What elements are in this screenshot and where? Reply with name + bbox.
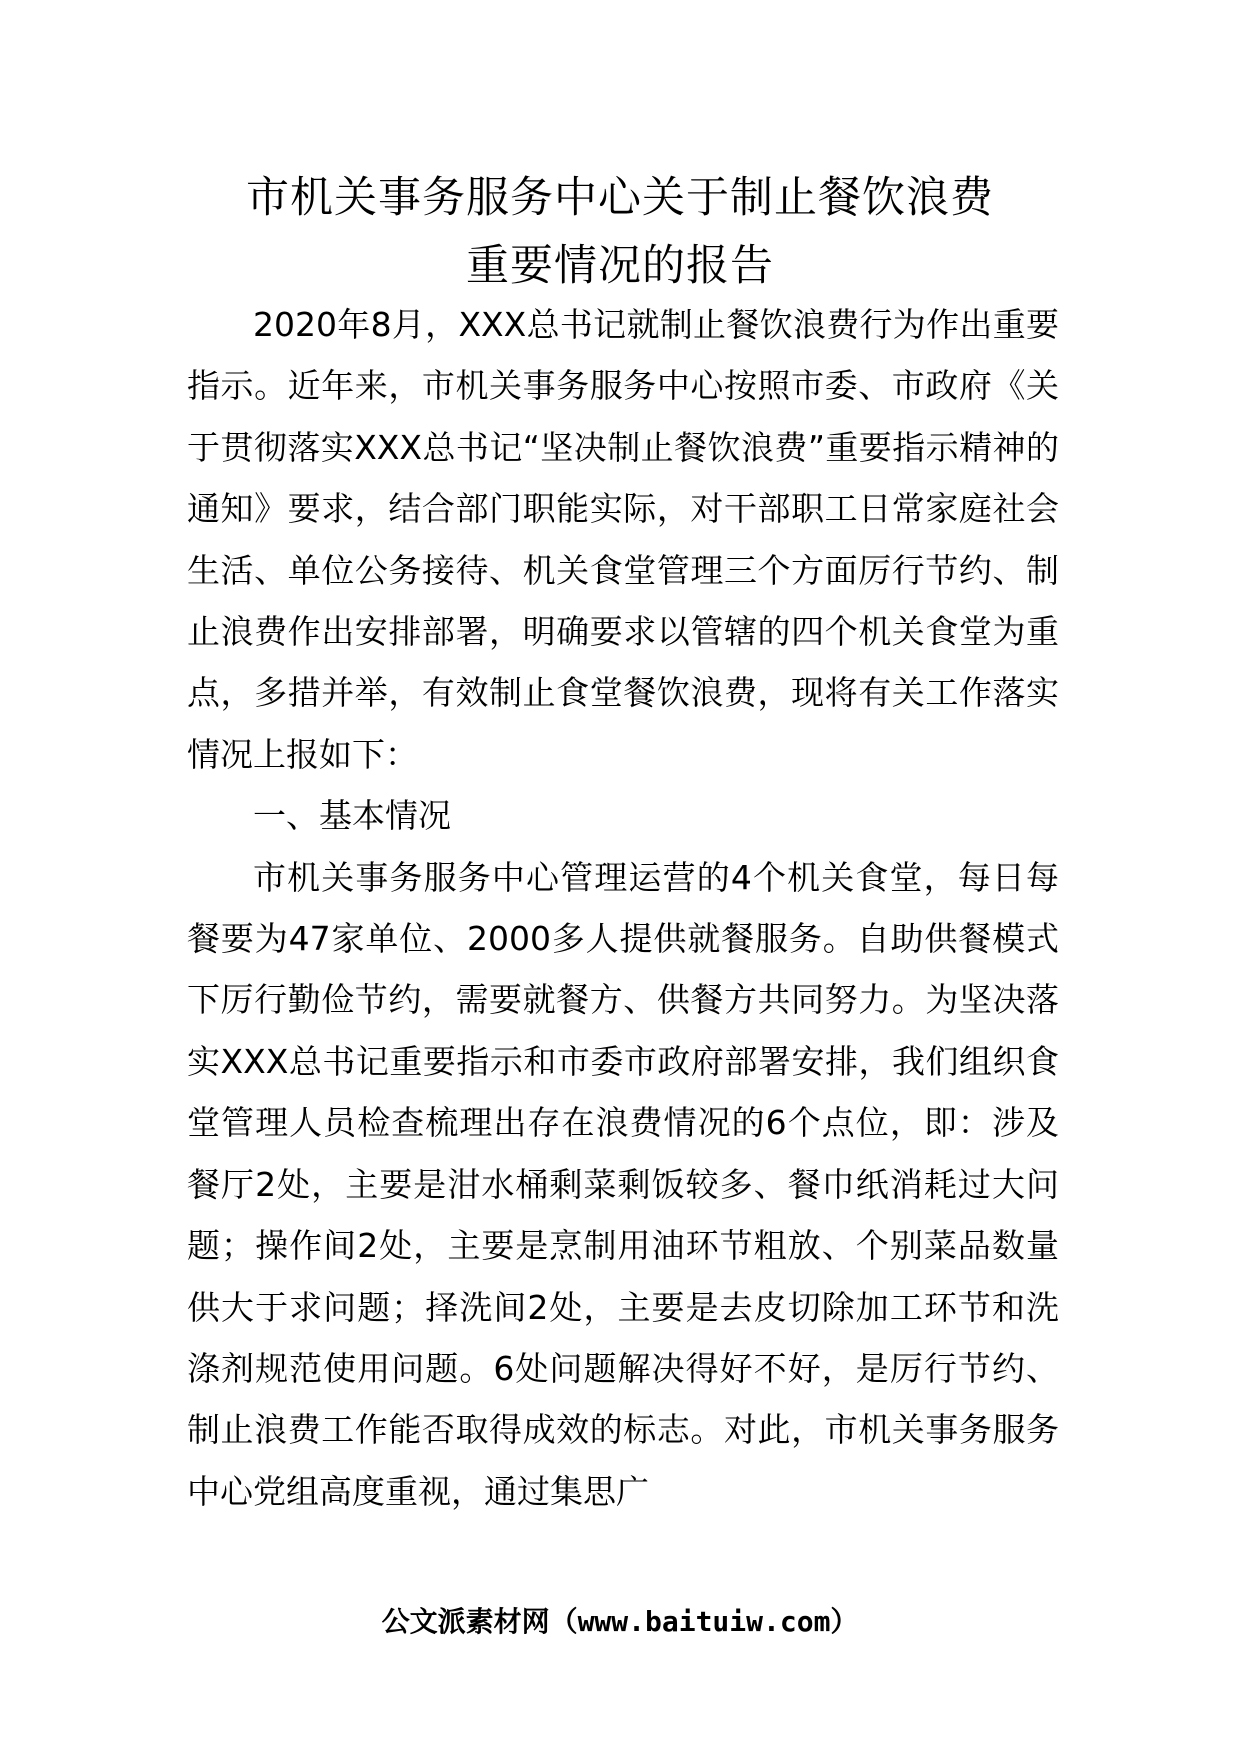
source-watermark-footer: 公文派素材网（www.baituiw.com） [381, 1605, 859, 1638]
basic-situation-paragraph: 市机关事务服务中心管理运营的4个机关食堂，每日每餐要为47家单位、2000多人提供就餐服务。自助供餐模式下厉行勤俭节约，需要就餐方、供餐方共同努力。为坚决落实XXX总书记重要指示和市委市政府部署安排，我们组织食堂管理人员检查梳理出存在浪费情况的6个点位，即：涉及餐厅2处，主要是泔水桶剩菜剩饭较多、餐巾纸消耗过大问题；操作间2处，主要是烹制用油环节粗放、个别菜品数量供大于求问题；择洗间2处，主要是去皮切除加工环节和洗涤剂规范使用问题。6处问题解决得好不好，是厉行节约、制止浪费工作能否取得成效的标志。对此，市机关事务服务中心党组高度重视，通过集思广 [187, 857, 1059, 1511]
section-heading-basic-situation: 一、基本情况 [253, 796, 451, 836]
document-body [187, 294, 1059, 1522]
intro-paragraph: 2020年8月，XXX总书记就制止餐饮浪费行为作出重要指示。近年来，市机关事务服务中心按照市委、市政府《关于贯彻落实XXX总书记“坚决制止餐饮浪费”重要指示精神的通知》要求，结合部门职能实际，对干部职工日常家庭社会生活、单位公务接待、机关食堂管理三个方面厉行节约、制止浪费作出安排部署，明确要求以管辖的四个机关食堂为重点，多措并举，有效制止食堂餐饮浪费，现将有关工作落实情况上报如下： [187, 305, 1059, 774]
document-title-line-1: 市机关事务服务中心关于制止餐饮浪费 [246, 173, 994, 223]
document-title-line-2: 重要情况的报告 [466, 241, 774, 291]
